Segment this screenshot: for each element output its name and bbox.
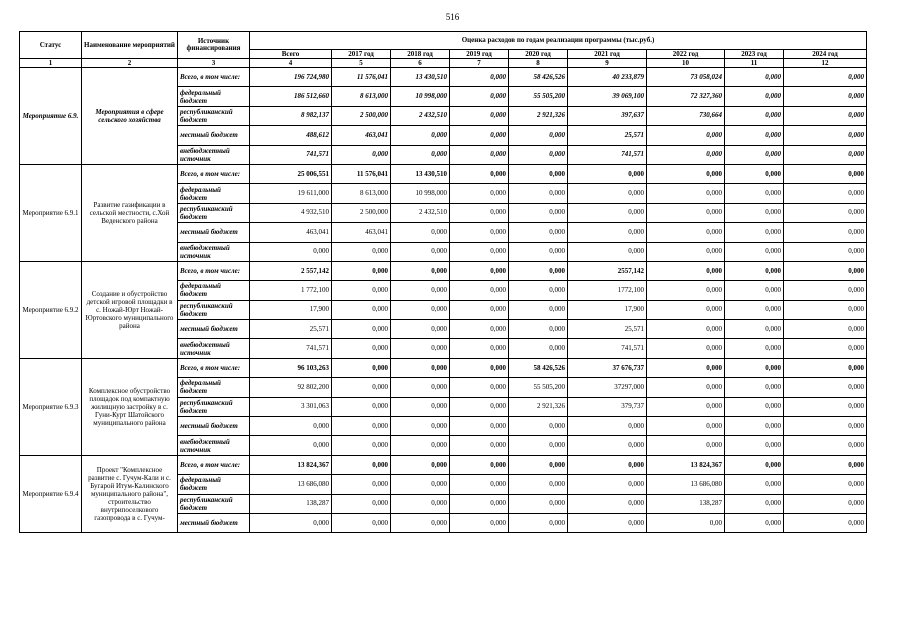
year-header: 2021 год (568, 50, 647, 59)
header-estimate: Оценка расходов по годам реализации программы (тыс.руб.) (250, 32, 867, 50)
value-cell: 0,000 (725, 320, 784, 339)
column-number: 3 (178, 59, 250, 68)
value-cell: 0,000 (568, 223, 647, 242)
value-cell: 0,000 (509, 242, 568, 261)
value-cell: 8 982,137 (250, 106, 332, 125)
header-status: Статус (20, 32, 82, 59)
value-cell: 2 500,000 (332, 203, 391, 222)
value-cell: 0,000 (391, 358, 450, 377)
value-cell: 0,000 (509, 339, 568, 358)
value-cell: 0,000 (250, 242, 332, 261)
value-cell: 0,000 (568, 436, 647, 455)
table-row (20, 68, 867, 87)
value-cell: 0,000 (391, 436, 450, 455)
value-cell: 0,000 (450, 455, 509, 474)
value-cell: 741,571 (250, 145, 332, 164)
column-number: 2 (82, 59, 178, 68)
value-cell: 0,000 (332, 397, 391, 416)
value-cell: 0,000 (725, 475, 784, 494)
year-header: 2020 год (509, 50, 568, 59)
value-cell: 463,041 (250, 223, 332, 242)
value-cell: 0,000 (784, 261, 867, 280)
value-cell: 2 500,000 (332, 106, 391, 125)
column-number: 12 (784, 59, 867, 68)
funding-source-cell: республиканский бюджет (178, 203, 250, 222)
value-cell: 0,000 (725, 184, 784, 203)
value-cell: 0,000 (332, 320, 391, 339)
value-cell: 0,000 (509, 126, 568, 145)
value-cell: 0,000 (391, 378, 450, 397)
value-cell: 0,000 (391, 223, 450, 242)
value-cell: 10 998,000 (391, 184, 450, 203)
value-cell: 0,000 (784, 455, 867, 474)
value-cell: 0,000 (450, 494, 509, 513)
value-cell: 0,000 (450, 261, 509, 280)
value-cell: 463,041 (332, 126, 391, 145)
value-cell: 0,000 (450, 436, 509, 455)
value-cell: 0,000 (450, 300, 509, 319)
value-cell: 0,000 (784, 397, 867, 416)
funding-source-cell: республиканский бюджет (178, 300, 250, 319)
value-cell: 741,571 (568, 145, 647, 164)
value-cell: 741,571 (250, 339, 332, 358)
value-cell: 0,000 (450, 242, 509, 261)
value-cell: 0,000 (450, 339, 509, 358)
value-cell: 0,000 (725, 378, 784, 397)
status-cell: Мероприятие 6.9.4 (20, 455, 82, 533)
header-row (20, 32, 867, 50)
value-cell: 0,000 (509, 513, 568, 532)
value-cell: 96 103,263 (250, 358, 332, 377)
value-cell: 0,000 (391, 242, 450, 261)
value-cell: 0,000 (725, 203, 784, 222)
value-cell: 0,000 (784, 281, 867, 300)
value-cell: 0,000 (509, 455, 568, 474)
value-cell: 0,000 (725, 223, 784, 242)
funding-source-cell: федеральный бюджет (178, 184, 250, 203)
value-cell: 0,000 (509, 281, 568, 300)
expense-table (19, 31, 867, 533)
value-cell: 72 327,360 (647, 87, 725, 106)
value-cell: 0,000 (647, 417, 725, 436)
value-cell: 2557,142 (568, 261, 647, 280)
funding-source-cell: внебюджетный источник (178, 436, 250, 455)
value-cell: 0,000 (250, 417, 332, 436)
value-cell: 0,000 (450, 281, 509, 300)
value-cell: 0,000 (332, 378, 391, 397)
value-cell: 0,000 (647, 223, 725, 242)
value-cell: 0,000 (784, 87, 867, 106)
value-cell: 13 824,367 (647, 455, 725, 474)
year-header: 2022 год (647, 50, 725, 59)
value-cell: 0,000 (647, 358, 725, 377)
value-cell: 0,000 (391, 320, 450, 339)
value-cell: 0,000 (450, 397, 509, 416)
value-cell: 0,000 (450, 87, 509, 106)
year-header: 2023 год (725, 50, 784, 59)
value-cell: 0,000 (647, 242, 725, 261)
value-cell: 2 557,142 (250, 261, 332, 280)
value-cell: 0,000 (568, 417, 647, 436)
value-cell: 0,000 (725, 300, 784, 319)
value-cell: 0,000 (450, 223, 509, 242)
value-cell: 8 613,000 (332, 184, 391, 203)
value-cell: 0,000 (391, 475, 450, 494)
value-cell: 3 301,063 (250, 397, 332, 416)
value-cell: 25,571 (250, 320, 332, 339)
value-cell: 19 611,000 (250, 184, 332, 203)
value-cell: 0,000 (784, 436, 867, 455)
value-cell: 0,000 (450, 126, 509, 145)
funding-source-cell: республиканский бюджет (178, 397, 250, 416)
value-cell: 397,637 (568, 106, 647, 125)
value-cell: 0,000 (784, 68, 867, 87)
value-cell: 0,000 (391, 513, 450, 532)
value-cell: 0,000 (332, 261, 391, 280)
value-cell: 13 430,510 (391, 68, 450, 87)
value-cell: 0,000 (332, 145, 391, 164)
value-cell: 0,000 (391, 126, 450, 145)
funding-source-cell: местный бюджет (178, 513, 250, 532)
value-cell: 0,000 (450, 513, 509, 532)
value-cell: 0,000 (332, 281, 391, 300)
value-cell: 2 432,510 (391, 106, 450, 125)
page-number: 516 (445, 12, 460, 22)
value-cell: 0,000 (568, 203, 647, 222)
value-cell: 0,000 (391, 145, 450, 164)
value-cell: 0,000 (450, 203, 509, 222)
column-number: 7 (450, 59, 509, 68)
value-cell: 0,000 (509, 164, 568, 183)
funding-source-cell: федеральный бюджет (178, 475, 250, 494)
measure-name-cell: Развитие газификации в сельской местности, с.Хой Веденского района (82, 164, 178, 261)
value-cell: 741,571 (568, 339, 647, 358)
value-cell: 25,571 (568, 320, 647, 339)
value-cell: 0,000 (725, 513, 784, 532)
value-cell: 0,000 (332, 455, 391, 474)
column-number: 1 (20, 59, 82, 68)
funding-source-cell: Всего, в том числе: (178, 68, 250, 87)
value-cell: 0,000 (568, 164, 647, 183)
value-cell: 0,000 (647, 300, 725, 319)
value-cell: 11 576,041 (332, 68, 391, 87)
value-cell: 2 432,510 (391, 203, 450, 222)
status-cell: Мероприятие 6.9.2 (20, 261, 82, 358)
value-cell: 0,000 (647, 164, 725, 183)
value-cell: 8 613,000 (332, 87, 391, 106)
year-header: 2018 год (391, 50, 450, 59)
value-cell: 0,000 (725, 87, 784, 106)
funding-source-cell: Всего, в том числе: (178, 164, 250, 183)
value-cell: 0,000 (450, 164, 509, 183)
column-number-row (20, 59, 867, 68)
value-cell: 0,000 (332, 339, 391, 358)
value-cell: 1 772,100 (250, 281, 332, 300)
value-cell: 0,000 (784, 223, 867, 242)
column-number: 6 (391, 59, 450, 68)
value-cell: 0,000 (725, 68, 784, 87)
funding-source-cell: местный бюджет (178, 320, 250, 339)
value-cell: 0,000 (450, 378, 509, 397)
value-cell: 1772,100 (568, 281, 647, 300)
value-cell: 0,000 (647, 126, 725, 145)
value-cell: 4 932,510 (250, 203, 332, 222)
funding-source-cell: местный бюджет (178, 126, 250, 145)
value-cell: 0,000 (725, 126, 784, 145)
value-cell: 55 505,200 (509, 378, 568, 397)
funding-source-cell: внебюджетный источник (178, 145, 250, 164)
value-cell: 0,000 (784, 203, 867, 222)
value-cell: 11 576,041 (332, 164, 391, 183)
value-cell: 0,000 (647, 261, 725, 280)
value-cell: 0,000 (725, 281, 784, 300)
value-cell: 13 430,510 (391, 164, 450, 183)
value-cell: 0,000 (725, 261, 784, 280)
value-cell: 0,000 (647, 397, 725, 416)
value-cell: 0,000 (784, 184, 867, 203)
year-header: 2017 год (332, 50, 391, 59)
value-cell: 0,000 (332, 494, 391, 513)
value-cell: 0,000 (725, 358, 784, 377)
value-cell: 0,000 (725, 145, 784, 164)
value-cell: 0,000 (725, 436, 784, 455)
value-cell: 0,000 (725, 417, 784, 436)
header-source: Источник финансирования (178, 32, 250, 59)
funding-source-cell: местный бюджет (178, 417, 250, 436)
value-cell: 25 006,551 (250, 164, 332, 183)
value-cell: 0,000 (509, 320, 568, 339)
value-cell: 0,000 (647, 378, 725, 397)
funding-source-cell: республиканский бюджет (178, 494, 250, 513)
year-header: 2024 год (784, 50, 867, 59)
value-cell: 138,287 (250, 494, 332, 513)
value-cell: 0,000 (509, 145, 568, 164)
value-cell: 0,000 (568, 513, 647, 532)
status-cell: Мероприятие 6.9.3 (20, 358, 82, 455)
funding-source-cell: федеральный бюджет (178, 87, 250, 106)
value-cell: 58 426,526 (509, 68, 568, 87)
value-cell: 0,000 (509, 475, 568, 494)
value-cell: 0,000 (509, 417, 568, 436)
value-cell: 0,000 (391, 300, 450, 319)
status-cell: Мероприятие 6.9.1 (20, 164, 82, 261)
column-number: 9 (568, 59, 647, 68)
value-cell: 13 686,080 (250, 475, 332, 494)
value-cell: 0,000 (450, 417, 509, 436)
column-number: 5 (332, 59, 391, 68)
value-cell: 0,000 (725, 397, 784, 416)
value-cell: 0,000 (332, 300, 391, 319)
value-cell: 0,000 (450, 145, 509, 164)
value-cell: 0,000 (568, 494, 647, 513)
value-cell: 0,000 (332, 417, 391, 436)
value-cell: 0,000 (391, 281, 450, 300)
value-cell: 39 069,100 (568, 87, 647, 106)
funding-source-cell: республиканский бюджет (178, 106, 250, 125)
value-cell: 0,000 (647, 145, 725, 164)
value-cell: 0,000 (509, 300, 568, 319)
value-cell: 40 233,879 (568, 68, 647, 87)
table-row (20, 358, 867, 377)
value-cell: 17,900 (568, 300, 647, 319)
funding-source-cell: Всего, в том числе: (178, 455, 250, 474)
value-cell: 25,571 (568, 126, 647, 145)
value-cell: 55 505,200 (509, 87, 568, 106)
funding-source-cell: внебюджетный источник (178, 242, 250, 261)
value-cell: 0,000 (784, 164, 867, 183)
value-cell: 0,000 (450, 358, 509, 377)
value-cell: 2 921,326 (509, 397, 568, 416)
value-cell: 0,000 (332, 513, 391, 532)
value-cell: 0,000 (391, 417, 450, 436)
table-row (20, 455, 867, 474)
value-cell: 488,612 (250, 126, 332, 145)
funding-source-cell: внебюджетный источник (178, 339, 250, 358)
value-cell: 13 824,367 (250, 455, 332, 474)
value-cell: 0,000 (784, 417, 867, 436)
value-cell: 0,000 (250, 436, 332, 455)
funding-source-cell: Всего, в том числе: (178, 261, 250, 280)
value-cell: 0,000 (568, 242, 647, 261)
value-cell: 0,000 (568, 184, 647, 203)
value-cell: 0,000 (647, 339, 725, 358)
value-cell: 0,000 (647, 203, 725, 222)
column-number: 10 (647, 59, 725, 68)
value-cell: 0,000 (647, 281, 725, 300)
value-cell: 0,000 (568, 475, 647, 494)
value-cell: 0,000 (450, 184, 509, 203)
value-cell: 0,000 (391, 261, 450, 280)
value-cell: 37 676,737 (568, 358, 647, 377)
column-number: 11 (725, 59, 784, 68)
value-cell: 10 998,000 (391, 87, 450, 106)
value-cell: 138,287 (647, 494, 725, 513)
funding-source-cell: федеральный бюджет (178, 281, 250, 300)
value-cell: 0,000 (391, 339, 450, 358)
value-cell: 0,000 (725, 164, 784, 183)
value-cell: 0,000 (725, 242, 784, 261)
measure-name-cell: Проект "Комплексное развитие с. Гучум-Кали и с. Бугарой Итум-Калинского муниципального района", строительство внутрипоселкового газопровода в с. Гучум- (82, 455, 178, 533)
value-cell: 0,000 (450, 106, 509, 125)
value-cell: 17,900 (250, 300, 332, 319)
value-cell: 0,000 (509, 494, 568, 513)
value-cell: 0,000 (647, 320, 725, 339)
value-cell: 0,000 (784, 475, 867, 494)
year-header: 2019 год (450, 50, 509, 59)
value-cell: 0,000 (647, 436, 725, 455)
measure-name-cell: Комплексное обустройство площадок под компактную жилищную застройку в с. Гуни-Курт Шатойского муниципального района (82, 358, 178, 455)
measure-name-cell: Мероприятия в сфере сельского хозяйства (82, 68, 178, 165)
value-cell: 0,000 (784, 494, 867, 513)
value-cell: 13 686,080 (647, 475, 725, 494)
value-cell: 0,000 (332, 475, 391, 494)
value-cell: 0,000 (509, 261, 568, 280)
value-cell: 0,000 (332, 242, 391, 261)
column-number: 8 (509, 59, 568, 68)
header-name: Наименование мероприятий (82, 32, 178, 59)
value-cell: 92 802,200 (250, 378, 332, 397)
measure-name-cell: Создание и обустройство детской игровой площадки в с. Ножай-Юрт Ножай-Юртовского муниципального района (82, 261, 178, 358)
value-cell: 196 724,980 (250, 68, 332, 87)
value-cell: 0,000 (725, 494, 784, 513)
value-cell: 0,000 (725, 106, 784, 125)
value-cell: 0,000 (784, 513, 867, 532)
value-cell: 37297,000 (568, 378, 647, 397)
value-cell: 0,000 (784, 320, 867, 339)
value-cell: 463,041 (332, 223, 391, 242)
value-cell: 0,000 (784, 242, 867, 261)
funding-source-cell: федеральный бюджет (178, 378, 250, 397)
value-cell: 0,000 (450, 475, 509, 494)
value-cell: 0,000 (332, 436, 391, 455)
value-cell: 0,000 (725, 455, 784, 474)
value-cell: 0,000 (725, 339, 784, 358)
value-cell: 0,000 (784, 339, 867, 358)
value-cell: 0,000 (784, 378, 867, 397)
funding-source-cell: Всего, в том числе: (178, 358, 250, 377)
value-cell: 0,000 (509, 203, 568, 222)
value-cell: 2 921,326 (509, 106, 568, 125)
value-cell: 0,000 (647, 184, 725, 203)
value-cell: 0,000 (568, 455, 647, 474)
table-row (20, 164, 867, 183)
value-cell: 0,000 (332, 358, 391, 377)
value-cell: 0,000 (391, 397, 450, 416)
value-cell: 0,00 (647, 513, 725, 532)
value-cell: 0,000 (784, 358, 867, 377)
value-cell: 0,000 (784, 145, 867, 164)
value-cell: 0,000 (450, 68, 509, 87)
value-cell: 0,000 (391, 494, 450, 513)
value-cell: 730,664 (647, 106, 725, 125)
value-cell: 0,000 (391, 455, 450, 474)
value-cell: 58 426,526 (509, 358, 568, 377)
table-row (20, 261, 867, 280)
column-number: 4 (250, 59, 332, 68)
value-cell: 0,000 (784, 300, 867, 319)
funding-source-cell: местный бюджет (178, 223, 250, 242)
year-header: Всего (250, 50, 332, 59)
status-cell: Мероприятие 6.9. (20, 68, 82, 165)
value-cell: 0,000 (509, 184, 568, 203)
value-cell: 0,000 (250, 513, 332, 532)
value-cell: 73 058,024 (647, 68, 725, 87)
value-cell: 379,737 (568, 397, 647, 416)
value-cell: 0,000 (784, 106, 867, 125)
value-cell: 0,000 (784, 126, 867, 145)
value-cell: 0,000 (509, 436, 568, 455)
value-cell: 0,000 (450, 320, 509, 339)
value-cell: 0,000 (509, 223, 568, 242)
value-cell: 186 512,660 (250, 87, 332, 106)
